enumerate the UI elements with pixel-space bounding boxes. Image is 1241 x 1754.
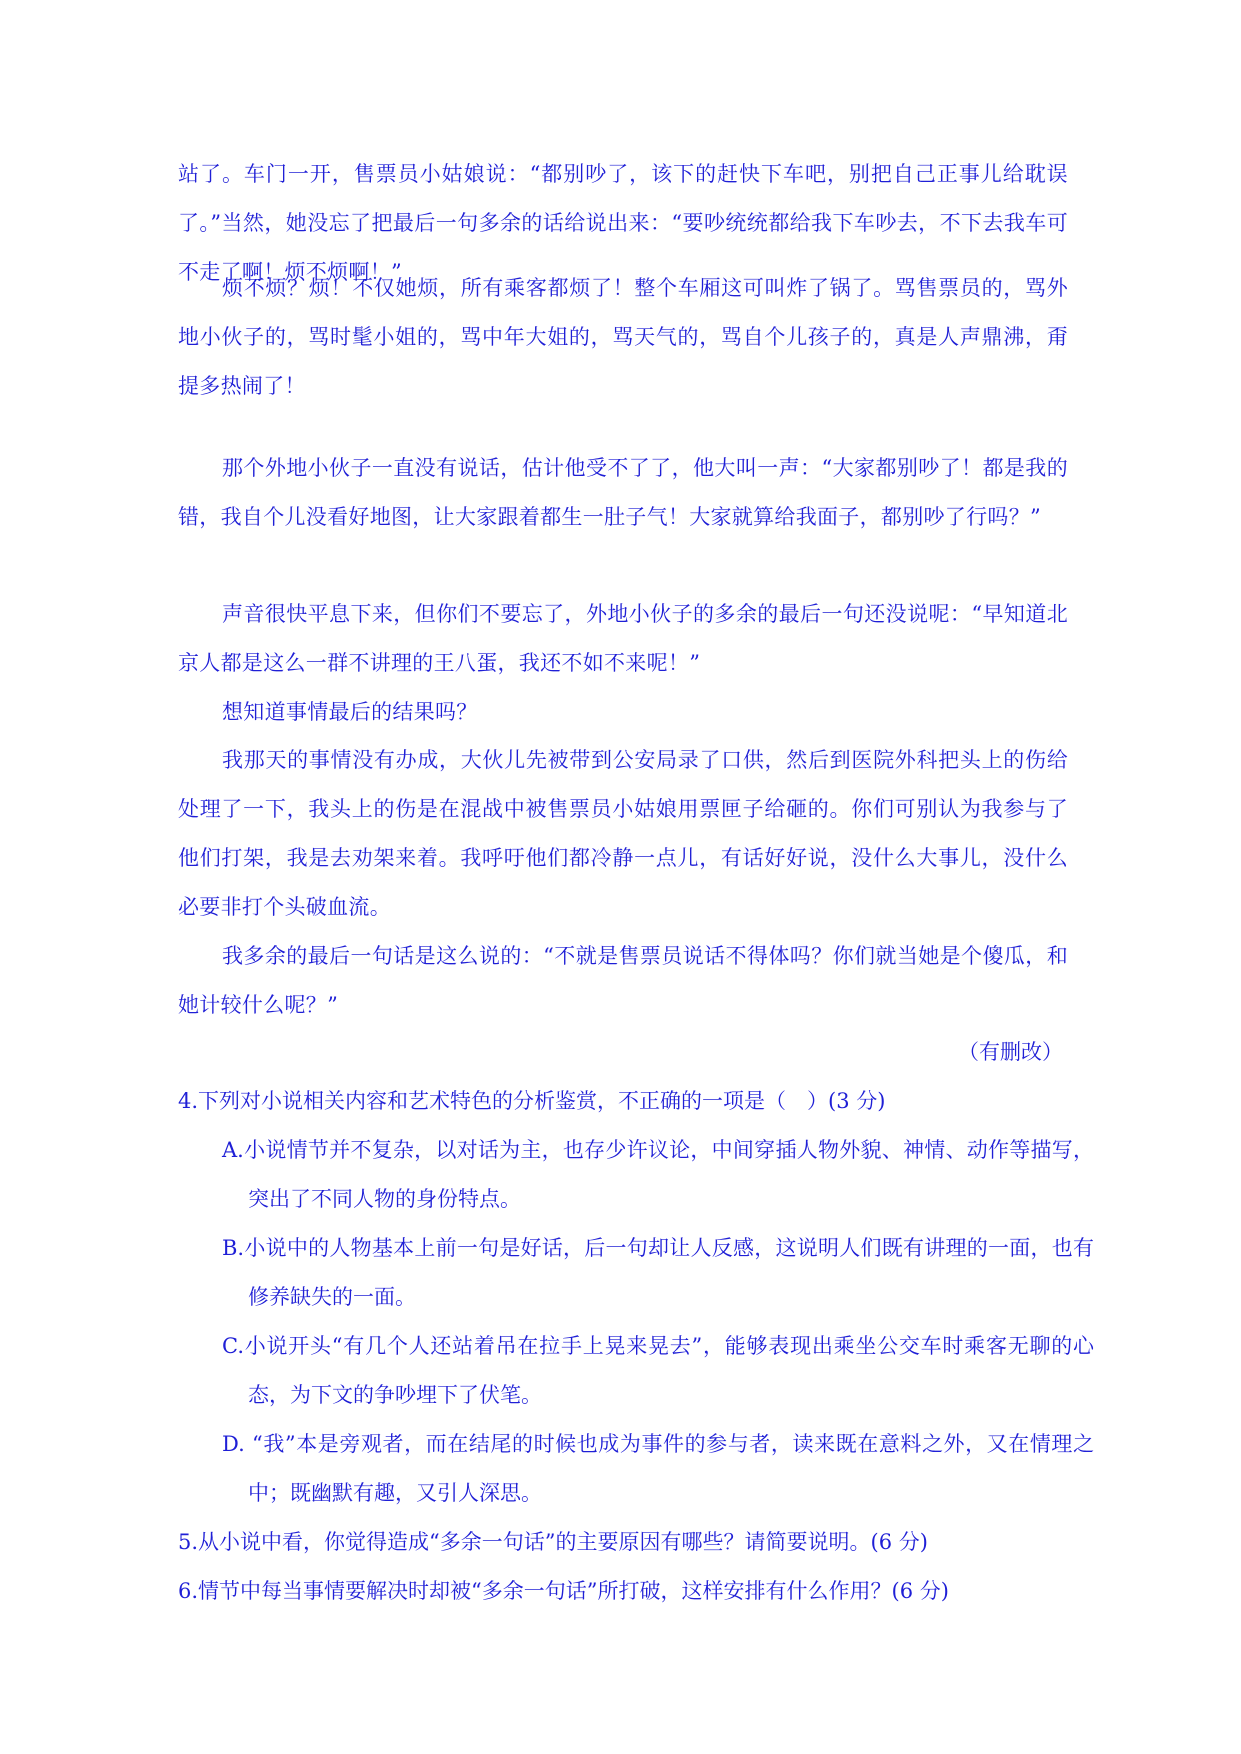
question-6: 6.情节中每当事情要解决时却被“多余一句话”所打破，这样安排有什么作用？(6 分)	[178, 1579, 949, 1603]
question-4-stem: 4.下列对小说相关内容和艺术特色的分析鉴赏，不正确的一项是（ ）(3 分)	[178, 1089, 886, 1113]
question-4-option-a: A.小说情节并不复杂，以对话为主，也存少许议论，中间穿插人物外貌、神情、动作等描写，突出了不同人物的身份特点。	[222, 1138, 1094, 1211]
passage-paragraph-2: 烦不烦？烦！不仅她烦，所有乘客都烦了！整个车厢这可叫炸了锅了。骂售票员的，骂外地小伙子的，骂时髦小姐的，骂中年大姐的，骂天气的，骂自个儿孩子的，真是人声鼎沸，甭提多热闹了！	[178, 276, 1068, 398]
passage-paragraph-4: 声音很快平息下来，但你们不要忘了，外地小伙子的多余的最后一句还没说呢：“早知道北京人都是这么一群不讲理的王八蛋，我还不如不来呢！”	[178, 602, 1068, 675]
passage-paragraph-6: 我那天的事情没有办成，大伙儿先被带到公安局录了口供，然后到医院外科把头上的伤给处理了一下，我头上的伤是在混战中被售票员小姑娘用票匣子给砸的。你们可别认为我参与了他们打架，我是去劝架来着。我呼吁他们都冷静一点儿，有话好好说，没什么大事儿，没什么必要非打个头破血流。	[178, 748, 1068, 919]
question-4-option-c: C.小说开头“有几个人还站着吊在拉手上晃来晃去”，能够表现出乘坐公交车时乘客无聊的心态，为下文的争吵埋下了伏笔。	[222, 1334, 1094, 1407]
question-5: 5.从小说中看，你觉得造成“多余一句话”的主要原因有哪些？请简要说明。(6 分)	[178, 1530, 928, 1554]
source-note: （有删改）	[958, 1040, 1063, 1064]
question-4-option-b: B.小说中的人物基本上前一句是好话，后一句却让人反感，这说明人们既有讲理的一面，也有修养缺失的一面。	[222, 1236, 1094, 1309]
question-4-option-d: D. “我”本是旁观者，而在结尾的时候也成为事件的参与者，读来既在意料之外，又在情理之中；既幽默有趣，又引人深思。	[222, 1432, 1094, 1505]
passage-paragraph-1: 站了。车门一开，售票员小姑娘说：“都别吵了，该下的赶快下车吧，别把自己正事儿给耽误了。”当然，她没忘了把最后一句多余的话给说出来：“要吵统统都给我下车吵去，不下去我车可不走了啊！烦不烦啊！”	[178, 162, 1068, 284]
passage-paragraph-3: 那个外地小伙子一直没有说话，估计他受不了了，他大叫一声：“大家都别吵了！都是我的错，我自个儿没看好地图，让大家跟着都生一肚子气！大家就算给我面子，都别吵了行吗？”	[178, 456, 1068, 529]
passage-paragraph-7: 我多余的最后一句话是这么说的：“不就是售票员说话不得体吗？你们就当她是个傻瓜，和她计较什么呢？”	[178, 944, 1068, 1017]
passage-paragraph-5: 想知道事情最后的结果吗？	[222, 700, 478, 724]
